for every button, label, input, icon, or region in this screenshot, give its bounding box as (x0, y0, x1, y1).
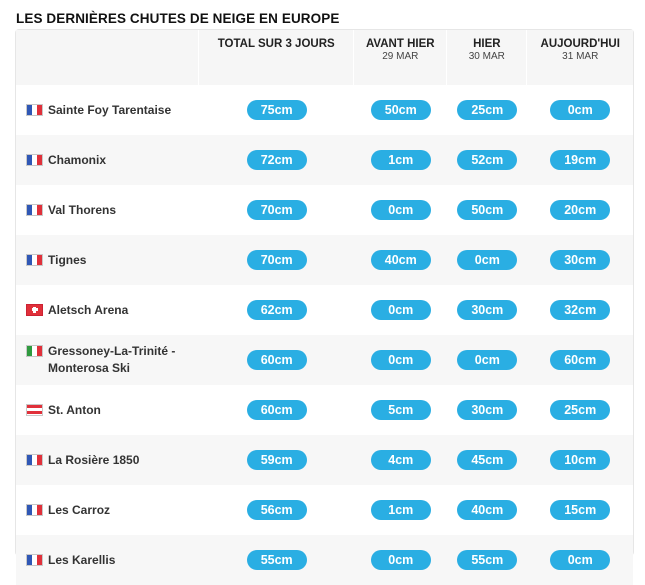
resort-wrapper (27, 252, 198, 269)
column-header-total (199, 30, 354, 85)
resort-wrapper (27, 552, 198, 569)
table-header-row (16, 30, 633, 85)
table-row (16, 235, 633, 285)
column-label: AVANT HIER (365, 38, 435, 50)
aujourdhui-cell (527, 485, 633, 535)
resort-cell (16, 235, 199, 285)
resort-name-link[interactable]: Val Thorens (48, 202, 117, 217)
snowfall-badge: 60cm (247, 350, 307, 370)
resort-name-link[interactable]: St. Anton (48, 402, 101, 417)
flag-at-icon (27, 405, 42, 415)
table-row (16, 535, 633, 585)
table-row (16, 485, 633, 535)
total-cell (199, 335, 354, 385)
table-row (16, 285, 633, 335)
aujourdhui-cell (527, 335, 633, 385)
avant-hier-cell (354, 385, 447, 435)
snowfall-badge: 5cm (371, 400, 431, 420)
aujourdhui-cell (527, 385, 633, 435)
avant-hier-cell (354, 85, 447, 135)
snowfall-badge: 56cm (247, 500, 307, 520)
table-row (16, 435, 633, 485)
resort-column-header (16, 30, 199, 85)
resort-wrapper (27, 502, 198, 519)
column-header-aujourdhui (527, 30, 633, 85)
column-label: AUJOURD'HUI (540, 38, 620, 50)
snowfall-badge: 30cm (457, 300, 517, 320)
hier-cell (447, 185, 527, 235)
snowfall-badge: 50cm (457, 200, 517, 220)
snowfall-badge: 0cm (457, 250, 517, 270)
snowfall-badge: 15cm (550, 500, 610, 520)
resort-wrapper (27, 343, 198, 377)
avant-hier-cell (354, 535, 447, 585)
resort-wrapper (27, 402, 198, 419)
resort-name-link[interactable]: Les Karellis (48, 552, 116, 567)
snowfall-table-card (16, 30, 633, 567)
flag-fr-icon (27, 555, 42, 565)
table-body (16, 85, 633, 585)
avant-hier-cell (354, 485, 447, 535)
resort-wrapper (27, 152, 198, 169)
snowfall-badge: 40cm (457, 500, 517, 520)
snowfall-badge: 30cm (550, 250, 610, 270)
snowfall-badge: 60cm (247, 400, 307, 420)
snowfall-badge: 72cm (247, 150, 307, 170)
column-date: 29 MAR (382, 51, 419, 62)
table-row (16, 335, 633, 385)
flag-fr-icon (27, 455, 42, 465)
snowfall-badge: 0cm (457, 350, 517, 370)
hier-cell (447, 335, 527, 385)
snowfall-badge: 62cm (247, 300, 307, 320)
resort-cell (16, 535, 199, 585)
avant-hier-cell (354, 185, 447, 235)
snowfall-badge: 50cm (371, 100, 431, 120)
total-cell (199, 285, 354, 335)
flag-fr-icon (27, 505, 42, 515)
resort-cell (16, 335, 199, 385)
snowfall-badge: 20cm (550, 200, 610, 220)
hier-cell (447, 285, 527, 335)
resort-wrapper (27, 202, 198, 219)
column-date: 30 MAR (468, 51, 505, 62)
column-date: 31 MAR (562, 51, 599, 62)
flag-fr-icon (27, 205, 42, 215)
resort-cell (16, 285, 199, 335)
resort-cell (16, 85, 199, 135)
total-cell (199, 235, 354, 285)
aujourdhui-cell (527, 535, 633, 585)
aujourdhui-cell (527, 185, 633, 235)
snowfall-badge: 32cm (550, 300, 610, 320)
column-label: TOTAL SUR 3 JOURS (217, 38, 335, 50)
total-cell (199, 535, 354, 585)
snowfall-badge: 55cm (457, 550, 517, 570)
resort-name-link[interactable]: Tignes (48, 252, 87, 267)
total-cell (199, 435, 354, 485)
snowfall-badge: 0cm (371, 300, 431, 320)
snowfall-badge: 59cm (247, 450, 307, 470)
aujourdhui-cell (527, 285, 633, 335)
resort-cell (16, 185, 199, 235)
snowfall-table (16, 30, 633, 585)
snowfall-badge: 19cm (550, 150, 610, 170)
snowfall-badge: 30cm (457, 400, 517, 420)
flag-fr-icon (27, 155, 42, 165)
hier-cell (447, 235, 527, 285)
snowfall-badge: 0cm (371, 200, 431, 220)
resort-name-link[interactable]: Aletsch Arena (48, 302, 129, 317)
aujourdhui-cell (527, 235, 633, 285)
resort-name-link[interactable]: Sainte Foy Tarentaise (48, 102, 172, 117)
hier-cell (447, 135, 527, 185)
snowfall-badge: 70cm (247, 200, 307, 220)
snowfall-badge: 0cm (371, 350, 431, 370)
resort-wrapper (27, 452, 198, 469)
hier-cell (447, 385, 527, 435)
flag-fr-icon (27, 105, 42, 115)
snowfall-badge: 0cm (371, 550, 431, 570)
resort-name-link[interactable]: Les Carroz (48, 502, 111, 517)
resort-cell (16, 485, 199, 535)
avant-hier-cell (354, 285, 447, 335)
avant-hier-cell (354, 135, 447, 185)
snowfall-badge: 60cm (550, 350, 610, 370)
flag-ch-icon (27, 305, 42, 315)
snowfall-badge: 45cm (457, 450, 517, 470)
snowfall-badge: 25cm (457, 100, 517, 120)
snowfall-badge: 40cm (371, 250, 431, 270)
snowfall-badge: 75cm (247, 100, 307, 120)
resort-wrapper (27, 102, 198, 119)
snowfall-badge: 4cm (371, 450, 431, 470)
snowfall-badge: 0cm (550, 100, 610, 120)
hier-cell (447, 85, 527, 135)
total-cell (199, 85, 354, 135)
total-cell (199, 385, 354, 435)
table-row (16, 185, 633, 235)
total-cell (199, 485, 354, 535)
flag-it-icon (27, 346, 42, 356)
resort-wrapper (27, 302, 198, 319)
flag-fr-icon (27, 255, 42, 265)
column-header-hier (447, 30, 527, 85)
aujourdhui-cell (527, 435, 633, 485)
resort-cell (16, 435, 199, 485)
snowfall-badge: 25cm (550, 400, 610, 420)
table-row (16, 85, 633, 135)
table-row (16, 385, 633, 435)
avant-hier-cell (354, 435, 447, 485)
aujourdhui-cell (527, 135, 633, 185)
avant-hier-cell (354, 335, 447, 385)
resort-cell (16, 135, 199, 185)
snowfall-badge: 55cm (247, 550, 307, 570)
resort-name-link[interactable]: La Rosière 1850 (48, 452, 140, 467)
snowfall-badge: 1cm (371, 150, 431, 170)
resort-name-link[interactable]: Gressoney-La-Trinité - Monterosa Ski (48, 344, 176, 375)
hier-cell (447, 435, 527, 485)
resort-name-link[interactable]: Chamonix (48, 152, 107, 167)
column-label: HIER (473, 38, 501, 50)
total-cell (199, 185, 354, 235)
snowfall-badge: 1cm (371, 500, 431, 520)
avant-hier-cell (354, 235, 447, 285)
aujourdhui-cell (527, 85, 633, 135)
table-row (16, 135, 633, 185)
total-cell (199, 135, 354, 185)
snowfall-badge: 0cm (550, 550, 610, 570)
snowfall-badge: 10cm (550, 450, 610, 470)
hier-cell (447, 535, 527, 585)
hier-cell (447, 485, 527, 535)
resort-cell (16, 385, 199, 435)
snowfall-badge: 70cm (247, 250, 307, 270)
snowfall-badge: 52cm (457, 150, 517, 170)
page-title: LES DERNIÈRES CHUTES DE NEIGE EN EUROPE (16, 11, 340, 26)
column-header-avant-hier (354, 30, 447, 85)
